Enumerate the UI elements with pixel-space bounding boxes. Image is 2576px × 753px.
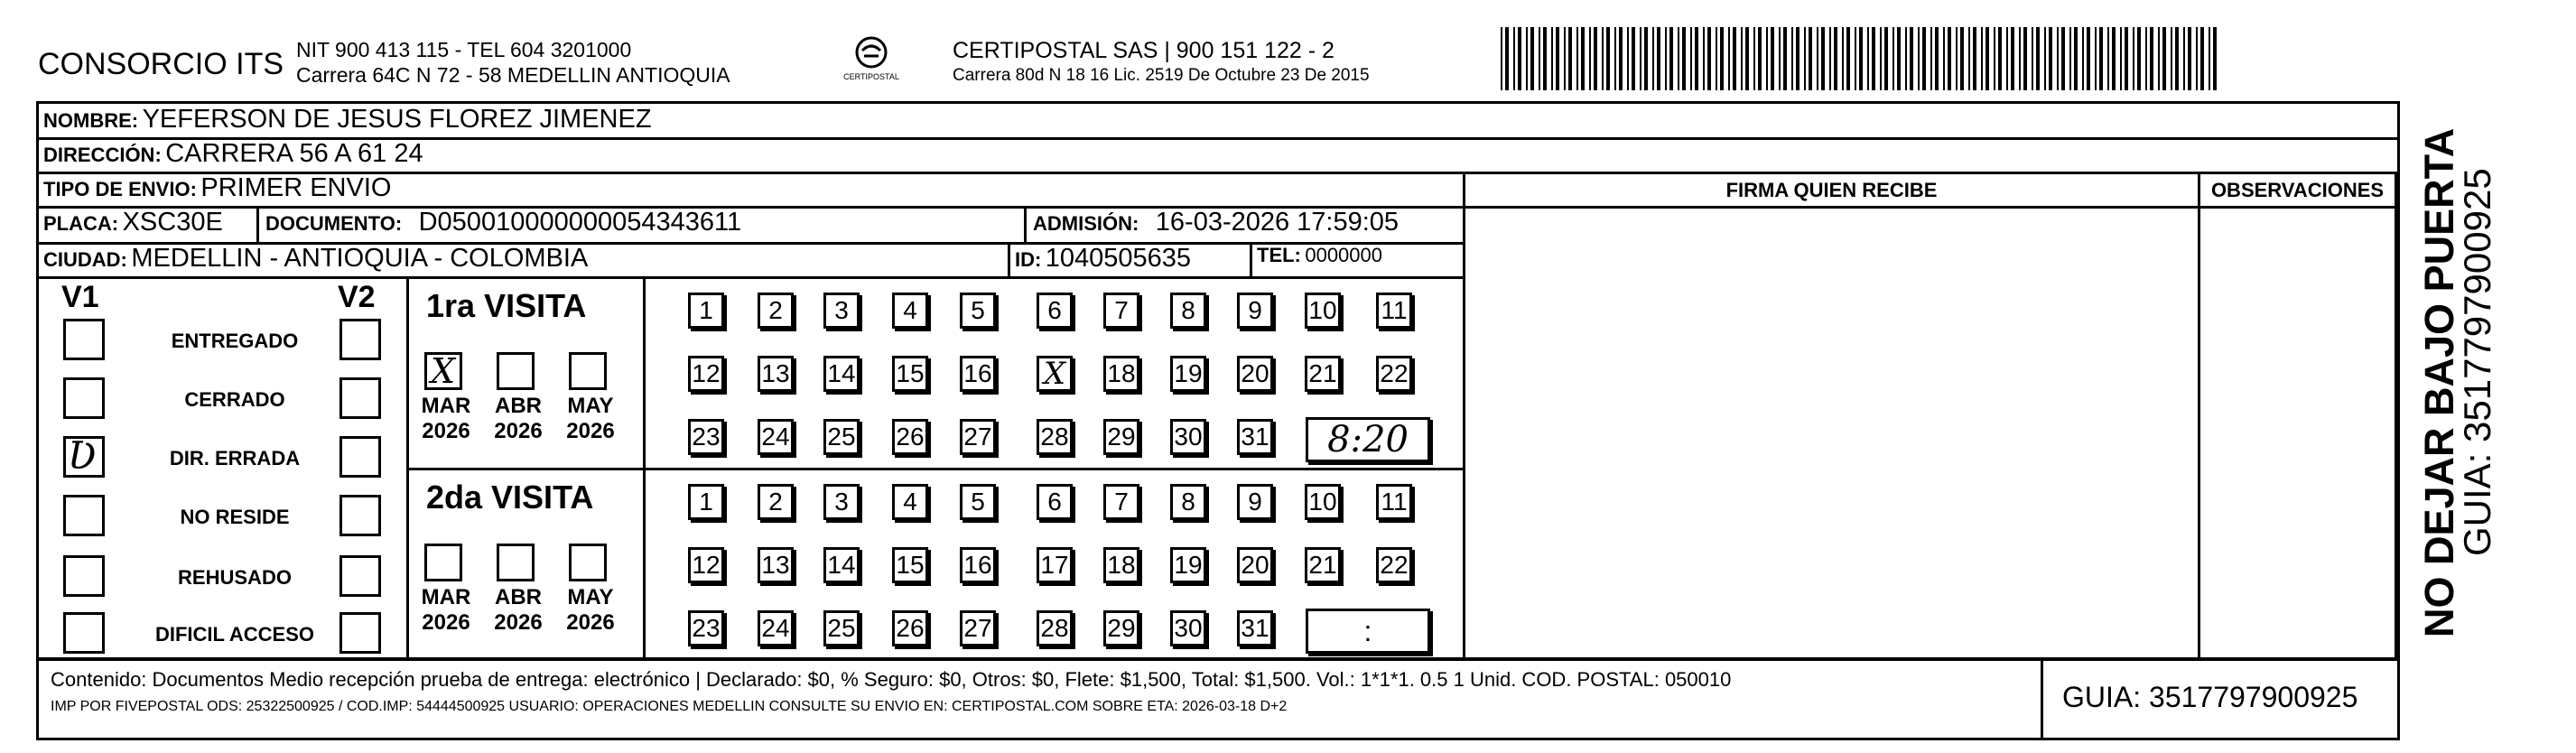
barcode-bar xyxy=(1564,27,1566,90)
barcode-bar xyxy=(1652,27,1654,90)
v2-header: V2 xyxy=(338,280,376,314)
direccion-value: CARRERA 56 A 61 24 xyxy=(165,139,423,168)
barcode-bar xyxy=(2082,27,2084,90)
tel-cell xyxy=(1257,244,1382,267)
day-box[interactable]: 29 xyxy=(1103,610,1139,646)
barcode-bar xyxy=(1783,27,1787,90)
barcode-bar xyxy=(1707,27,1711,90)
month-checkbox[interactable] xyxy=(569,544,607,581)
day-box[interactable]: 18 xyxy=(1103,356,1139,392)
day-box[interactable]: 22 xyxy=(1376,356,1412,392)
day-box[interactable]: 1 xyxy=(688,293,724,329)
barcode-bar xyxy=(1606,27,1610,90)
barcode-bar xyxy=(2150,27,2153,90)
status-label: DIFICIL ACCESO xyxy=(154,623,314,646)
barcode-bar xyxy=(1985,27,1989,90)
time-field[interactable]: : xyxy=(1306,609,1430,654)
barcode-bar xyxy=(2120,27,2122,90)
month-checkbox[interactable] xyxy=(497,544,535,581)
year-label: 2026 xyxy=(422,419,470,443)
documento-value: D050010000000054343611 xyxy=(418,208,742,237)
carrier-address: Carrera 80d N 18 16 Lic. 2519 De Octubre 23 De 2015 xyxy=(953,66,1370,85)
day-box[interactable]: 21 xyxy=(1305,356,1341,392)
day-box[interactable]: 20 xyxy=(1237,356,1273,392)
day-box[interactable]: 4 xyxy=(892,484,928,520)
v1-checkbox[interactable] xyxy=(63,433,105,478)
placa-value: XSC30E xyxy=(122,208,223,237)
company-name: CONSORCIO ITS xyxy=(38,47,284,81)
barcode-bar xyxy=(1695,27,1698,90)
barcode-bar xyxy=(1922,27,1926,90)
barcode-bar xyxy=(1804,27,1806,90)
placa-cell xyxy=(43,208,223,237)
handwritten-x-mark: X xyxy=(431,351,456,391)
day-box[interactable]: 31 xyxy=(1237,419,1273,455)
barcode-bar xyxy=(2087,27,2090,90)
barcode-bar xyxy=(1829,27,1831,90)
barcode-bar xyxy=(1614,27,1616,90)
barcode-bar xyxy=(1518,27,1521,90)
day-box[interactable]: 24 xyxy=(758,419,794,455)
barcode-bar xyxy=(1501,27,1502,90)
barcode-bar xyxy=(2196,27,2198,90)
day-box[interactable]: 4 xyxy=(892,293,928,329)
nombre-label: NOMBRE: xyxy=(43,109,139,132)
barcode-bar xyxy=(2061,27,2065,90)
barcode-bar xyxy=(1842,27,1844,90)
barcode-bar xyxy=(1968,27,1970,90)
barcode-bar xyxy=(1758,27,1762,90)
documento-cell xyxy=(265,208,741,237)
day-box[interactable]: 13 xyxy=(758,356,794,392)
v1-header: V1 xyxy=(61,280,99,314)
day-box[interactable]: 14 xyxy=(823,356,860,392)
day-box[interactable]: 8 xyxy=(1170,484,1206,520)
barcode-bar xyxy=(1960,27,1964,90)
day-box[interactable]: 31 xyxy=(1237,610,1273,646)
barcode-bar xyxy=(1892,27,1894,90)
barcode-bar xyxy=(2019,27,2021,90)
day-box[interactable]: 5 xyxy=(960,484,996,520)
status-label: CERRADO xyxy=(184,388,285,411)
day-box[interactable]: 28 xyxy=(1037,610,1073,646)
barcode-bar xyxy=(1716,27,1717,90)
barcode-bar xyxy=(1505,27,1509,90)
barcode-bar xyxy=(2158,27,2160,90)
barcode-bar xyxy=(1994,27,1995,90)
barcode-bar xyxy=(1897,27,1901,90)
day-box[interactable]: 24 xyxy=(758,610,794,646)
day-box[interactable]: 3 xyxy=(823,484,860,520)
tipo-envio-label: TIPO DE ENVIO: xyxy=(43,178,197,200)
month-label: MAR xyxy=(421,585,471,609)
day-box[interactable]: 25 xyxy=(823,610,860,646)
carrier-name: CERTIPOSTAL SAS | 900 151 122 - 2 xyxy=(953,38,1334,63)
barcode-bar xyxy=(2069,27,2071,90)
barcode-bar xyxy=(1682,27,1686,90)
barcode-bar xyxy=(1834,27,1837,90)
day-box[interactable]: 23 xyxy=(688,419,724,455)
barcode-bar xyxy=(1796,27,1799,90)
barcode-bar xyxy=(1910,27,1913,90)
admision-value: 16-03-2026 17:59:05 xyxy=(1155,208,1400,237)
month-checkbox[interactable] xyxy=(497,352,535,390)
v1-checkbox[interactable] xyxy=(63,555,105,597)
company-nit: NIT 900 413 115 - TEL 604 3201000 xyxy=(296,38,632,61)
month-label: MAR xyxy=(421,394,471,418)
handwritten-check-mark: Ʋ xyxy=(68,433,97,478)
barcode-bar xyxy=(1640,27,1641,90)
barcode-bar xyxy=(2183,27,2185,90)
id-value: 1040505635 xyxy=(1045,244,1192,273)
barcode-bar xyxy=(1918,27,1920,90)
day-box[interactable]: 5 xyxy=(960,293,996,329)
barcode-bar xyxy=(1703,27,1705,90)
barcode-bar xyxy=(1644,27,1648,90)
day-box[interactable]: 1 xyxy=(688,484,724,520)
year-label: 2026 xyxy=(494,419,543,443)
barcode-bar xyxy=(1720,27,1724,90)
barcode-bar xyxy=(2175,27,2179,90)
barcode-bar xyxy=(2125,27,2128,90)
barcode xyxy=(1501,27,2223,90)
day-box[interactable]: 30 xyxy=(1170,610,1206,646)
day-box[interactable]: 22 xyxy=(1376,547,1412,583)
barcode-bar xyxy=(2145,27,2147,90)
barcode-bar xyxy=(1884,27,1888,90)
barcode-bar xyxy=(1632,27,1635,90)
footer-guia: GUIA: 3517797900925 xyxy=(2062,681,2358,713)
barcode-bar xyxy=(1981,27,1983,90)
barcode-bar xyxy=(1602,27,1604,90)
barcode-bar xyxy=(2213,27,2217,90)
v1-checkbox[interactable] xyxy=(63,612,105,654)
day-box[interactable] xyxy=(1037,356,1073,392)
barcode-bar xyxy=(1543,27,1547,90)
barcode-bar xyxy=(1821,27,1825,90)
day-box[interactable]: 30 xyxy=(1170,419,1206,455)
barcode-bar xyxy=(1530,27,1534,90)
barcode-bar xyxy=(2032,27,2033,90)
tipo-envio-row xyxy=(43,173,391,203)
day-box[interactable]: 6 xyxy=(1037,484,1073,520)
barcode-bar xyxy=(2209,27,2210,90)
id-label: ID: xyxy=(1015,248,1042,271)
month-label: ABR xyxy=(495,394,542,418)
barcode-bar xyxy=(1817,27,1818,90)
observaciones-header: OBSERVACIONES xyxy=(2210,179,2385,201)
barcode-bar xyxy=(2044,27,2046,90)
day-box[interactable]: 2 xyxy=(758,484,794,520)
tel-value: 0000000 xyxy=(1305,244,1382,266)
day-box[interactable]: 23 xyxy=(688,610,724,646)
day-box[interactable]: 27 xyxy=(960,610,996,646)
day-box[interactable]: 6 xyxy=(1037,293,1073,329)
barcode-bar xyxy=(2011,27,2014,90)
month-label: ABR xyxy=(495,585,542,609)
barcode-bar xyxy=(1665,27,1667,90)
barcode-bar xyxy=(2171,27,2172,90)
barcode-bar xyxy=(1581,27,1585,90)
nombre-value: YEFERSON DE JESUS FLOREZ JIMENEZ xyxy=(142,105,652,134)
day-box[interactable]: 12 xyxy=(688,356,724,392)
handwritten-x-mark: X xyxy=(1043,356,1066,392)
day-box[interactable]: 2 xyxy=(758,293,794,329)
day-box[interactable]: 9 xyxy=(1237,484,1273,520)
day-box[interactable]: 18 xyxy=(1103,547,1139,583)
day-box[interactable]: 26 xyxy=(892,419,928,455)
barcode-bar xyxy=(2006,27,2008,90)
day-box[interactable]: 8 xyxy=(1170,293,1206,329)
barcode-bar xyxy=(1956,27,1958,90)
barcode-bar xyxy=(1766,27,1768,90)
documento-label: DOCUMENTO: xyxy=(265,212,403,235)
day-box[interactable]: 15 xyxy=(892,356,928,392)
v2-checkbox[interactable] xyxy=(339,495,381,536)
barcode-bar xyxy=(1669,27,1673,90)
barcode-bar xyxy=(1867,27,1869,90)
day-box[interactable]: 17 xyxy=(1037,547,1073,583)
barcode-bar xyxy=(1627,27,1629,90)
side-guia: GUIA: 3517797900925 xyxy=(2456,168,2498,556)
month-checkbox[interactable] xyxy=(424,544,462,581)
barcode-bar xyxy=(1576,27,1578,90)
day-box[interactable]: 3 xyxy=(823,293,860,329)
v2-checkbox[interactable] xyxy=(339,555,381,597)
day-box[interactable]: 11 xyxy=(1376,484,1412,520)
tipo-envio-value: PRIMER ENVIO xyxy=(200,173,392,202)
v1-checkbox[interactable] xyxy=(63,319,105,360)
day-box[interactable]: 26 xyxy=(892,610,928,646)
admision-label: ADMISIÓN: xyxy=(1033,212,1139,235)
day-box[interactable]: 27 xyxy=(960,419,996,455)
barcode-bar xyxy=(1935,27,1939,90)
barcode-bar xyxy=(2049,27,2052,90)
barcode-bar xyxy=(1594,27,1597,90)
barcode-bar xyxy=(1539,27,1540,90)
barcode-bar xyxy=(1513,27,1515,90)
admision-cell xyxy=(1033,208,1399,237)
barcode-bar xyxy=(1973,27,1976,90)
direccion-row xyxy=(43,139,423,169)
barcode-bar xyxy=(2099,27,2103,90)
day-box[interactable]: 15 xyxy=(892,547,928,583)
barcode-bar xyxy=(1855,27,1856,90)
ciudad-label: CIUDAD: xyxy=(43,248,127,271)
barcode-bar xyxy=(1872,27,1875,90)
svg-text:CERTIPOSTAL: CERTIPOSTAL xyxy=(843,72,899,81)
barcode-bar xyxy=(1998,27,2002,90)
barcode-bar xyxy=(2162,27,2166,90)
barcode-bar xyxy=(2188,27,2191,90)
barcode-bar xyxy=(1905,27,1907,90)
barcode-bar xyxy=(1930,27,1932,90)
footer-content: Contenido: Documentos Medio recepción prueba de entrega: electrónico | Declarado: $0, % Seguro: $0, Otros: $0, Flete: $1,500, Total: $1,500. Vol.: 1*1*1. 0.5 1 Unid. COD. POSTAL: 050010 xyxy=(51,668,1732,691)
observations-area[interactable] xyxy=(2201,208,2393,655)
year-label: 2026 xyxy=(494,610,543,635)
barcode-bar xyxy=(2095,27,2097,90)
barcode-bar xyxy=(1741,27,1743,90)
status-label: ENTREGADO xyxy=(171,330,299,352)
barcode-bar xyxy=(1791,27,1793,90)
barcode-bar xyxy=(1733,27,1736,90)
barcode-bar xyxy=(1948,27,1951,90)
barcode-bar xyxy=(2137,27,2141,90)
day-box[interactable]: 20 xyxy=(1237,547,1273,583)
barcode-bar xyxy=(1859,27,1863,90)
barcode-bar xyxy=(1779,27,1781,90)
barcode-bar xyxy=(1771,27,1774,90)
v1-checkbox[interactable] xyxy=(63,495,105,536)
status-label: REHUSADO xyxy=(178,566,292,589)
day-box[interactable]: 21 xyxy=(1305,547,1341,583)
year-label: 2026 xyxy=(422,610,470,635)
barcode-bar xyxy=(2074,27,2078,90)
barcode-bar xyxy=(1943,27,1945,90)
side-warning: NO DEJAR BAJO PUERTA xyxy=(2416,127,2462,637)
day-box[interactable]: 16 xyxy=(960,356,996,392)
placa-label: PLACA: xyxy=(43,212,119,235)
day-box[interactable]: 19 xyxy=(1170,356,1206,392)
barcode-bar xyxy=(2112,27,2116,90)
day-box[interactable]: 28 xyxy=(1037,419,1073,455)
month-checkbox[interactable] xyxy=(424,352,462,390)
day-box[interactable]: 12 xyxy=(688,547,724,583)
id-cell xyxy=(1015,244,1191,274)
tel-label: TEL: xyxy=(1257,244,1301,266)
barcode-bar xyxy=(1846,27,1850,90)
year-label: 2026 xyxy=(566,419,615,443)
barcode-bar xyxy=(2057,27,2059,90)
barcode-bar xyxy=(2200,27,2204,90)
barcode-bar xyxy=(1728,27,1730,90)
ciudad-cell xyxy=(43,244,588,274)
time-field[interactable]: 8:20 xyxy=(1306,417,1430,462)
barcode-bar xyxy=(1809,27,1812,90)
barcode-bar xyxy=(1568,27,1572,90)
month-checkbox[interactable] xyxy=(569,352,607,390)
barcode-bar xyxy=(1745,27,1749,90)
barcode-bar xyxy=(2107,27,2109,90)
barcode-bar xyxy=(1880,27,1882,90)
year-label: 2026 xyxy=(566,610,615,635)
barcode-bar xyxy=(2133,27,2134,90)
v1-checkbox[interactable] xyxy=(63,377,105,419)
v2-checkbox[interactable] xyxy=(339,612,381,654)
barcode-bar xyxy=(1589,27,1591,90)
day-box[interactable]: 13 xyxy=(758,547,794,583)
day-box[interactable]: 29 xyxy=(1103,419,1139,455)
signature-area[interactable] xyxy=(1467,208,2197,655)
day-box[interactable]: 10 xyxy=(1305,484,1341,520)
day-box[interactable]: 14 xyxy=(823,547,860,583)
day-box[interactable]: 11 xyxy=(1376,293,1412,329)
status-label: NO RESIDE xyxy=(180,506,290,528)
v2-checkbox[interactable] xyxy=(339,436,381,478)
direccion-label: DIRECCIÓN: xyxy=(43,144,162,166)
day-box[interactable]: 25 xyxy=(823,419,860,455)
company-address: Carrera 64C N 72 - 58 MEDELLIN ANTIOQUIA xyxy=(296,63,730,87)
day-box[interactable]: 7 xyxy=(1103,484,1139,520)
footer-imp: IMP POR FIVEPOSTAL ODS: 25322500925 / COD.IMP: 54444500925 USUARIO: OPERACIONES MEDELLIN CONSULTE SU ENVIO EN: CERTIPOSTAL.COM SOBRE ETA: 2026-03-18 D+2 xyxy=(51,699,1288,714)
v2-checkbox[interactable] xyxy=(339,319,381,360)
barcode-bar xyxy=(1619,27,1623,90)
barcode-bar xyxy=(1657,27,1660,90)
visit-title: 2da VISITA xyxy=(426,479,594,516)
day-box[interactable]: 19 xyxy=(1170,547,1206,583)
barcode-bar xyxy=(1551,27,1553,90)
barcode-bar xyxy=(1526,27,1528,90)
barcode-bar xyxy=(1556,27,1559,90)
nombre-row xyxy=(43,105,652,135)
day-box[interactable]: 7 xyxy=(1103,293,1139,329)
firma-header: FIRMA QUIEN RECIBE xyxy=(1725,179,1938,201)
visit-title: 1ra VISITA xyxy=(426,287,587,324)
barcode-bar xyxy=(2036,27,2040,90)
day-box[interactable]: 10 xyxy=(1305,293,1341,329)
barcode-bar xyxy=(1678,27,1679,90)
day-box[interactable]: 9 xyxy=(1237,293,1273,329)
month-label: MAY xyxy=(567,585,614,609)
day-box[interactable]: 16 xyxy=(960,547,996,583)
v2-checkbox[interactable] xyxy=(339,377,381,419)
status-label: DIR. ERRADA xyxy=(169,447,301,469)
barcode-bar xyxy=(2023,27,2027,90)
barcode-bar xyxy=(1753,27,1755,90)
barcode-bar xyxy=(1690,27,1692,90)
certipostal-logo xyxy=(840,34,903,87)
month-label: MAY xyxy=(567,394,614,418)
ciudad-value: MEDELLIN - ANTIOQUIA - COLOMBIA xyxy=(131,244,589,273)
